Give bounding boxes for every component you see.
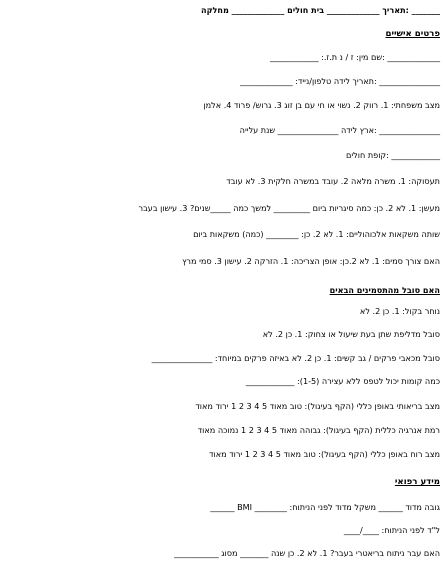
symptoms-title: האם סובל מהתסמינים הבאים <box>329 285 440 295</box>
birth-country-line: _______________ :ארץ לידה _______________ שנת עלייה <box>239 125 440 135</box>
height-weight-line: גובה מדוד ______ משקל מדוד לפני הניתוח: ________ BMI ______ <box>210 502 440 512</box>
smoking-line: מעשן: 1. לא 2. כן: כמה סיגריות ביום _________ למשך כמה _____שנים? 3. עישון בעבר <box>138 203 440 213</box>
form-header: _______ :תאריך _____________ בית חולים _____________ מחלקה <box>201 5 440 15</box>
marital-status-line: מצב משפחתי: 1. רווק 2. נשוי או חי עם בן זוג 3. גרוש/ פרוד 4. אלמן <box>203 100 440 110</box>
mood-line: מצב רוח באופן כללי (הקף בעיגול): טוב מאוד 5 4 3 2 1 ירוד מאוד <box>209 449 440 459</box>
energy-level-line: רמת אנרגיה כללית (הקף בעיגול): גבוהה מאוד 5 4 3 2 1 נמוכה מאוד <box>197 425 440 435</box>
personal-details-title: פרטים אישיים <box>385 29 440 39</box>
blood-pressure-line: ל"ד לפני הניתוח: ____/____ <box>343 525 440 535</box>
snoring-line: נוחר בקול: 1. כן 2. לא <box>359 306 440 316</box>
stairs-line: כמה קומות יכול לטפס ללא עצירה (1-5): ____________ <box>245 376 440 386</box>
health-fund-line: ____________ :קופת חולים <box>345 150 440 160</box>
prior-surgery-line: האם עבר ניתוח בריאטרי בעבר? 1. לא 2. כן שנה _______ מסוג ___________ <box>174 548 440 558</box>
occupation-line: תעסוקה: 1. משרה מלאה 2. עובד במשרה חלקית 3. לא עובד <box>226 176 440 186</box>
urinary-leak-line: סובל מדליפת שתן בעת שיעול או צחוק: 1. כן 2. לא <box>262 329 440 339</box>
general-health-line: מצב בריאותי באופן כללי (הקף בעיגול): טוב מאוד 5 4 3 2 1 ירוד מאוד <box>195 401 440 411</box>
joint-pain-line: סובל מכאבי פרקים / גב קשים: 1. כן 2. לא באיזה פרקים במיוחד: _______________ <box>151 353 440 363</box>
medical-info-title: מידע רפואי <box>394 477 440 487</box>
birthdate-phone-line: _______________ :תאריך לידה טלפון/נייד: _____________ <box>240 76 440 86</box>
name-gender-id-line: _____________ :שם מין: ז / נ ת.ז.: ____________ <box>269 52 440 62</box>
drugs-line: האם צורך סמים: 1. לא 2.כן: אופן הצריכה: 1. הזרקה 2. עישון 3. סמי מרץ <box>182 256 440 266</box>
alcohol-line: שותה משקאות אלכוהוליים: 1. לא 2. כן: ________ (כמה) משקאות ביום <box>193 229 440 239</box>
